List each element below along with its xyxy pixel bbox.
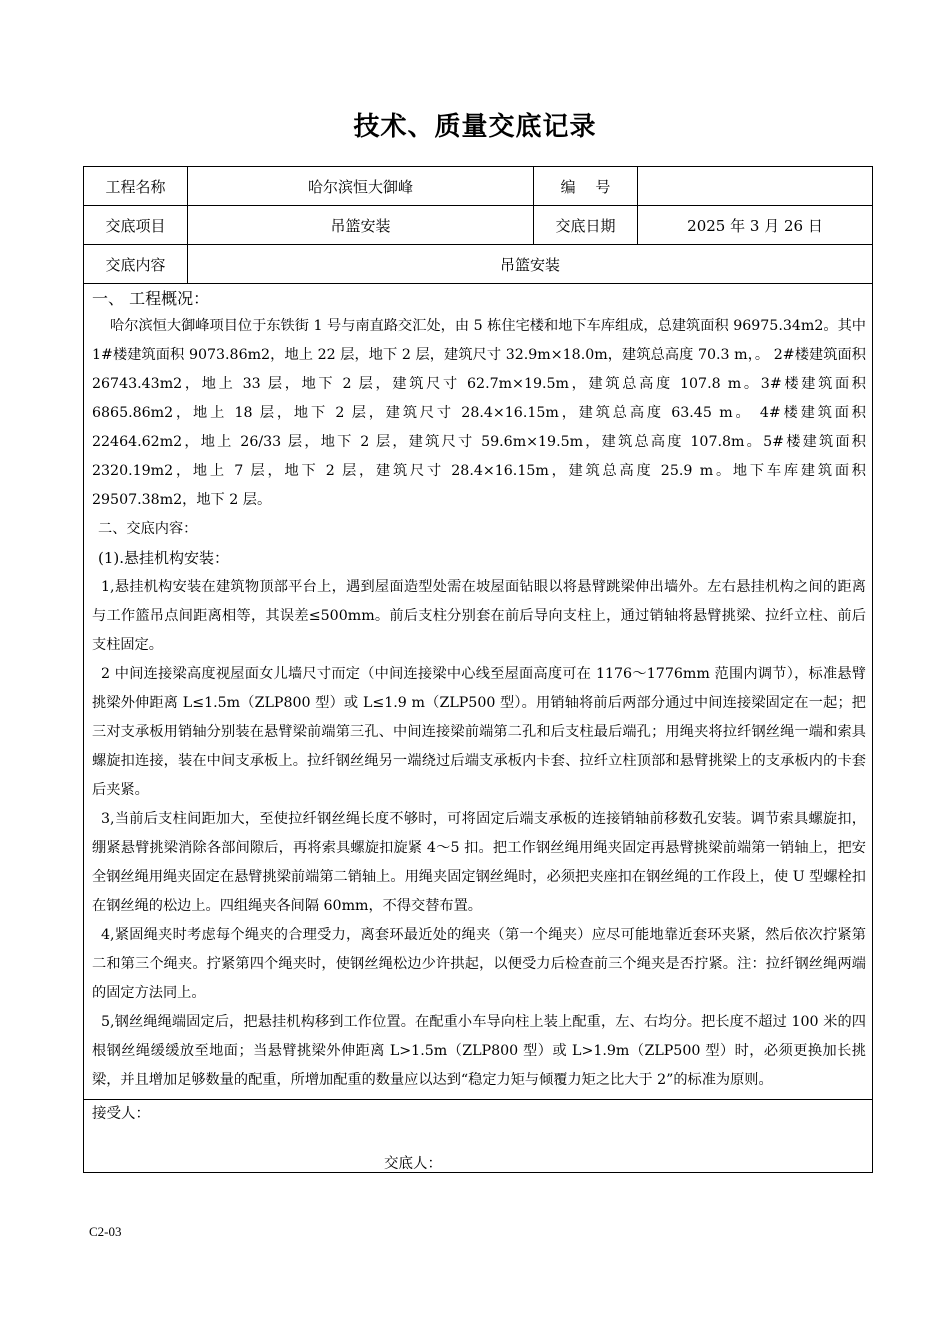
subsection-heading: (1).悬挂机构安装： — [98, 549, 230, 567]
form-code: C2-03 — [89, 1224, 122, 1239]
page-title: 技术、质量交底记录 — [353, 112, 597, 142]
project-name-label: 工程名称 — [84, 167, 188, 206]
record-table — [83, 166, 873, 1173]
instruction-item: 1,悬挂机构安装在建筑物顶部平台上，遇到屋面造型处需在坡屋面钻眼以将悬臂跳梁伸出墙外。左右悬挂机构之间的距离与工作篮吊点间距离相等，其误差≤500mm。前后支柱分别套在前后导向支柱上，通过销轴将悬臂挑梁、拉纤立柱、前后支柱固定。 — [92, 579, 866, 653]
table-row — [84, 245, 873, 284]
number-label: 编 号 — [534, 167, 638, 206]
instruction-item: 5,钢丝绳绳端固定后，把悬挂机构移到工作位置。在配重小车导向柱上装上配重，左、右均分。把长度不超过 100 米的四根钢丝绳缓缓放至地面；当悬臂挑梁外伸距离 L>1.5m（ZLP800 型）或 L>1.9m（ZLP500 型）时，必须更换加长挑梁，并且增加足够数量的配重，所增加配重的数量应以达到“稳定力矩与倾覆力矩之比大于 2”的标准为原则。 — [92, 1014, 866, 1088]
number-value — [638, 167, 873, 206]
item-label: 交底项目 — [84, 206, 188, 245]
table-row — [84, 206, 873, 245]
table-row — [84, 1100, 873, 1173]
table-row — [84, 284, 873, 1100]
section-heading-overview: 一、 工程概况： — [92, 289, 210, 308]
item-value: 吊篮安装 — [188, 206, 534, 245]
table-row — [84, 167, 873, 206]
content-label: 交底内容 — [84, 245, 188, 284]
disclosure-body — [84, 284, 873, 1100]
project-name-value: 哈尔滨恒大御峰 — [188, 167, 534, 206]
date-value: 2025 年 3 月 26 日 — [638, 206, 873, 245]
content-value: 吊篮安装 — [188, 245, 873, 284]
section-heading-content: 二、交底内容： — [98, 521, 198, 537]
receiver-label: 接受人： — [92, 1106, 150, 1122]
instruction-item: 4,紧固绳夹时考虑每个绳夹的合理受力，离套环最近处的绳夹（第一个绳夹）应尽可能地靠近套环夹紧，然后依次拧紧第二和第三个绳夹。拧紧第四个绳夹时，使钢丝绳松边少许拱起，以便受力后检查前三个绳夹是否拧紧。注：拉纤钢丝绳两端的固定方法同上。 — [92, 927, 866, 1001]
instruction-item: 3,当前后支柱间距加大，至使拉纤钢丝绳长度不够时，可将固定后端支承板的连接销轴前移数孔安装。调节索具螺旋扣，绷紧悬臂挑梁消除各部间隙后，再将索具螺旋扣旋紧 4～5 扣。把工作钢丝绳用绳夹固定再悬臂挑梁前端第一销轴上，把安全钢丝绳用绳夹固定在悬臂挑梁前端第二销轴上。用绳夹固定钢丝绳时，必须把夹座扣在钢丝绳的工作段上，使 U 型螺栓扣在钢丝绳的松边上。四组绳夹各间隔 60mm，不得交替布置。 — [92, 811, 866, 914]
overview-paragraph: 哈尔滨恒大御峰项目位于东铁街 1 号与南直路交汇处，由 5 栋住宅楼和地下车库组成，总建筑面积 96975.34m2。其中 1#楼建筑面积 9073.86m2，地上 22 层，地下 2 层，建筑尺寸 32.9m×18.0m，建筑总高度 70.3 m，。 2#楼建筑面积 26743.43m2，地上 33 层，地下 2 层，建筑尺寸 62.7m×19.5m，建筑总高度 107.8 m。3#楼建筑面积 6865.86m2，地上 18 层，地下 2 层，建筑尺寸 28.4×16.15m，建筑总高度 63.45 m。 4#楼建筑面积 22464.62m2，地上 26/33 层，地下 2 层，建筑尺寸 59.6m×19.5m，建筑总高度 107.8m。5#楼建筑面积 2320.19m2，地上 7 层，地下 2 层，建筑尺寸 28.4×16.15m，建筑总高度 25.9 m。地下车库建筑面积 29507.38m2，地下 2 层。 — [92, 318, 866, 508]
discloser-label: 交底人： — [384, 1156, 442, 1172]
instruction-item: 2 中间连接梁高度视屋面女儿墙尺寸而定（中间连接梁中心线至屋面高度可在 1176～1776mm 范围内调节），标准悬臂挑梁外伸距离 L≤1.5m（ZLP800 型）或 L≤1.9 m（ZLP500 型）。用销轴将前后两部分通过中间连接梁固定在一起；把三对支承板用销轴分别装在悬臂梁前端第三孔、中间连接梁前端第二孔和后支柱最后端孔；用绳夹将拉纤钢丝绳一端和索具螺旋扣连接，装在中间支承板上。拉纤钢丝绳另一端绕过后端支承板内卡套、拉纤立柱顶部和悬臂挑梁上的支承板内的卡套后夹紧。 — [92, 666, 866, 798]
signature-cell — [84, 1100, 873, 1173]
date-label: 交底日期 — [534, 206, 638, 245]
